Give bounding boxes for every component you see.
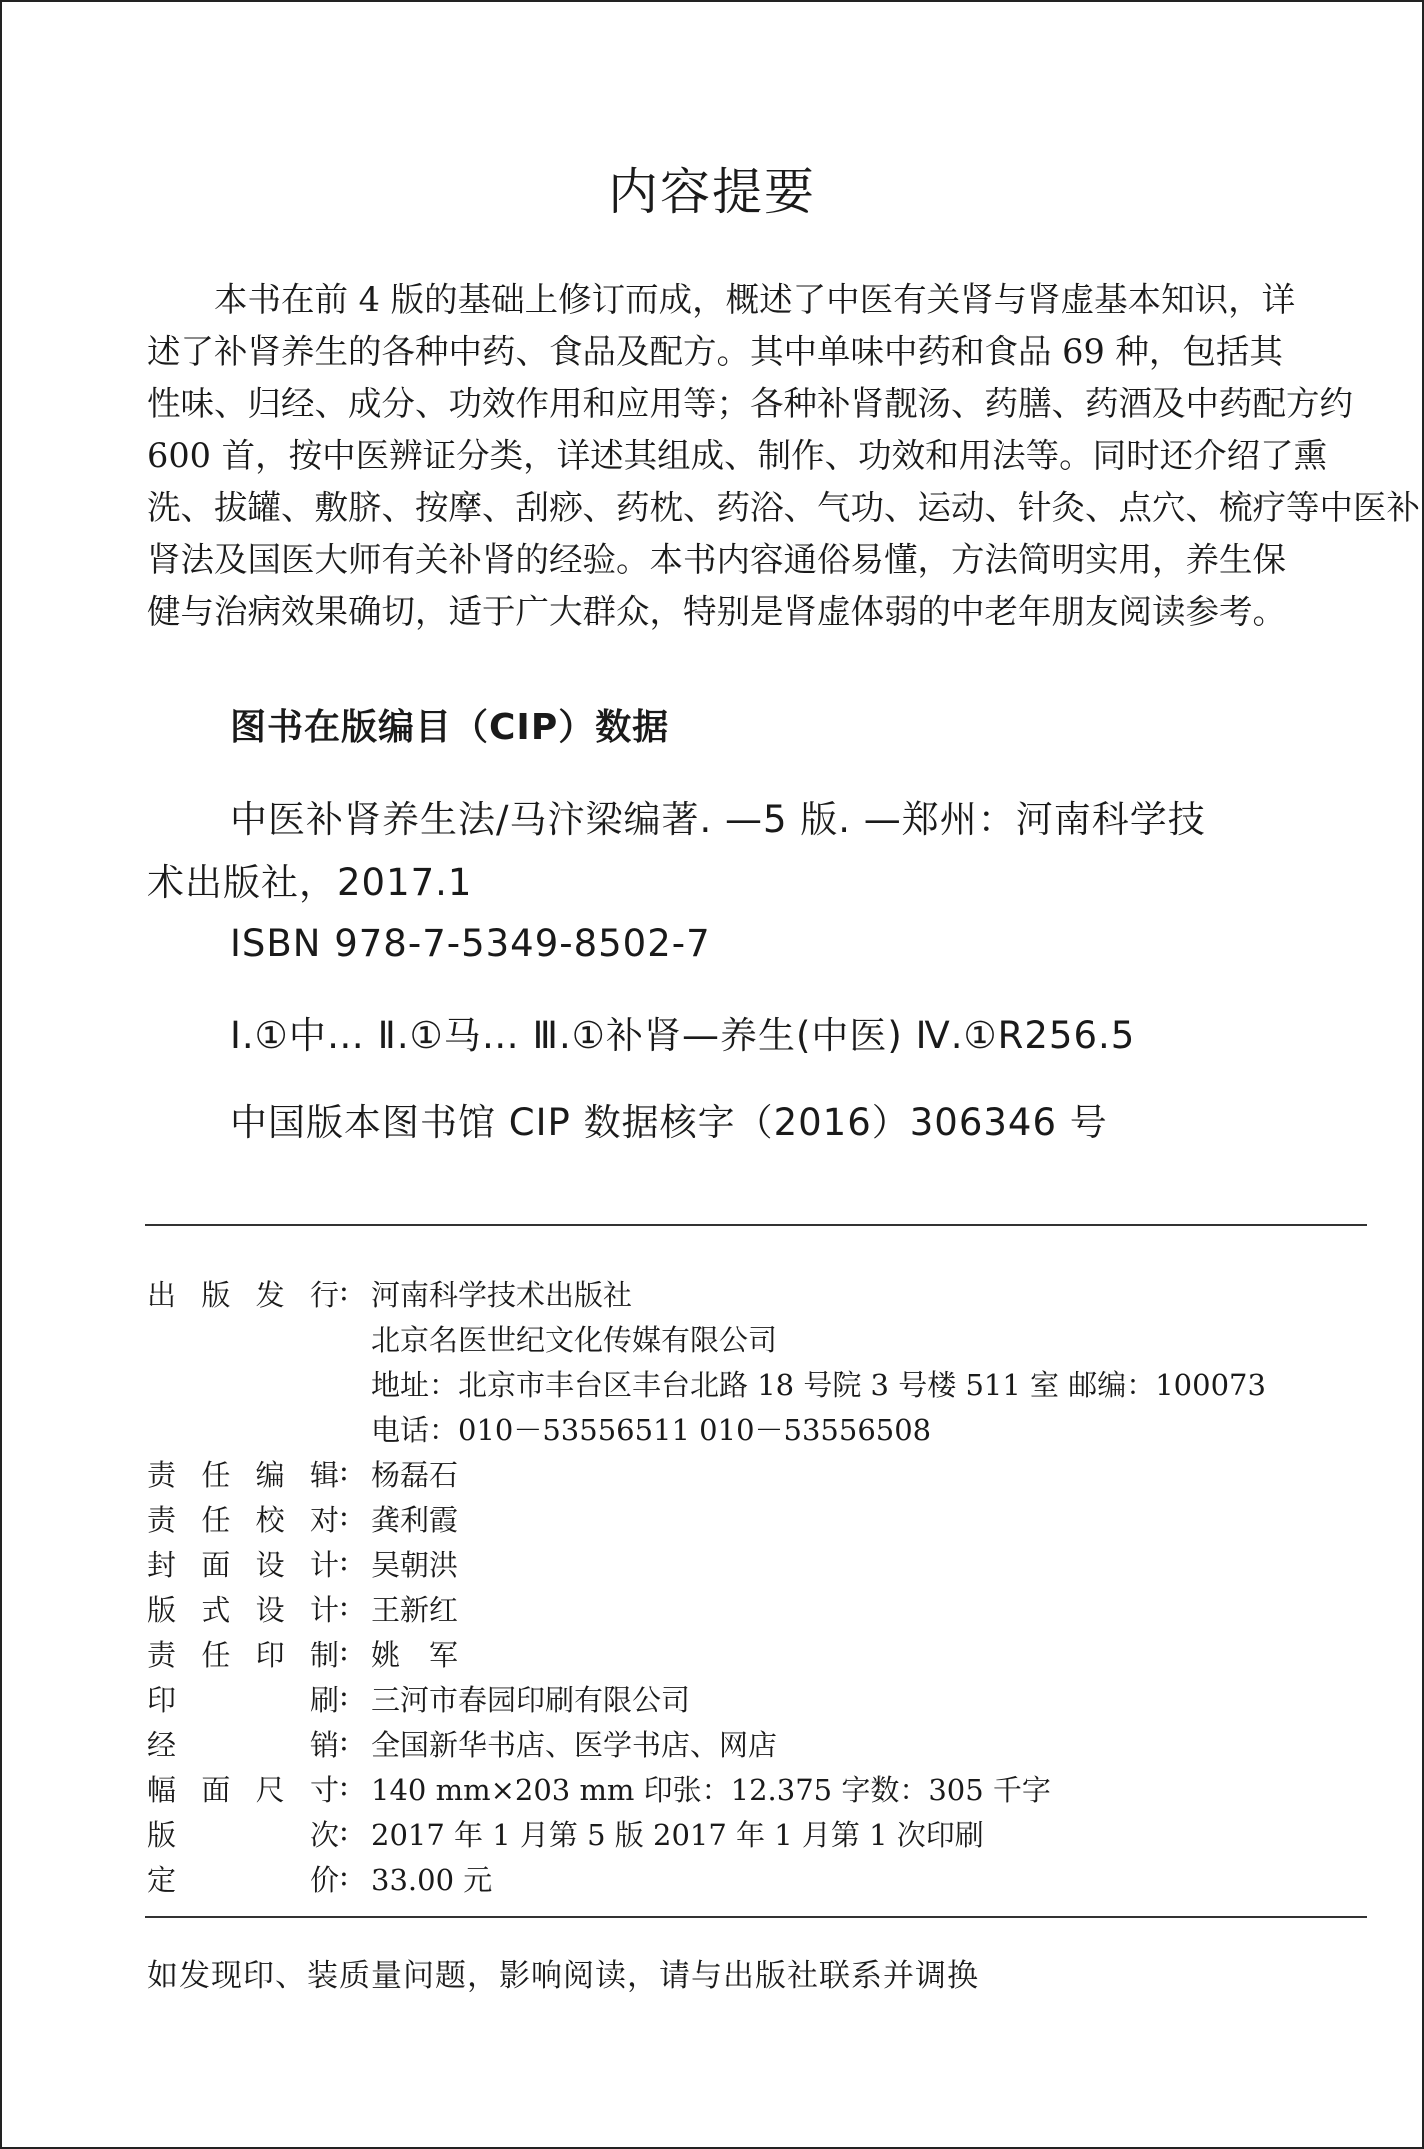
info-row: 经销 : 全国新华书店、医学书店、网店 bbox=[147, 1723, 778, 1762]
info-value: 全国新华书店、医学书店、网店 bbox=[371, 1728, 778, 1762]
info-row-address bbox=[147, 1363, 1266, 1408]
summary-line: 健与治病效果确切，适于广大群众，特别是肾虚体弱的中老年朋友阅读参考。 bbox=[147, 592, 1286, 631]
summary-title: 内容提要 bbox=[608, 163, 816, 221]
info-value: 140 mm×203 mm 印张：12.375 字数：305 千字 bbox=[371, 1773, 1051, 1807]
cip-title-line-continued: 术出版社，2017.1 bbox=[147, 861, 473, 904]
info-row: 封面设计 : 吴朝洪 bbox=[147, 1543, 459, 1582]
info-value: 杨磊石 bbox=[371, 1458, 459, 1492]
cip-isbn: ISBN 978-7-5349-8502-7 bbox=[230, 922, 711, 965]
info-value: 33.00 元 bbox=[371, 1863, 493, 1897]
summary-line: 性味、归经、成分、功效作用和应用等；各种补肾靓汤、药膳、药酒及中药配方约 bbox=[147, 384, 1353, 423]
info-value: 三河市春园印刷有限公司 bbox=[371, 1683, 691, 1717]
info-row-co-publisher bbox=[147, 1318, 1266, 1363]
info-row: 责任编辑 : 杨磊石 bbox=[147, 1453, 459, 1492]
summary-line: 洗、拔罐、敷脐、按摩、刮痧、药枕、药浴、气功、运动、针灸、点穴、梳疗等中医补 bbox=[147, 488, 1420, 527]
info-value: 2017 年 1 月第 5 版 2017 年 1 月第 1 次印刷 bbox=[371, 1818, 984, 1852]
info-value: 地址：北京市丰台区丰台北路 18 号院 3 号楼 511 室 邮编：100073 bbox=[371, 1368, 1266, 1402]
info-label: 出版发行 bbox=[147, 1278, 339, 1312]
info-label: 版式设计 bbox=[147, 1593, 339, 1627]
quality-notice: 如发现印、装质量问题，影响阅读，请与出版社联系并调换 bbox=[147, 1958, 979, 1994]
info-label: 封面设计 bbox=[147, 1548, 339, 1582]
cip-heading: 图书在版编目（CIP）数据 bbox=[230, 707, 670, 748]
info-label: 印刷 bbox=[147, 1683, 339, 1717]
info-value: 姚 军 bbox=[371, 1638, 459, 1672]
divider-top bbox=[145, 1224, 1367, 1226]
info-row: 版次 : 2017 年 1 月第 5 版 2017 年 1 月第 1 次印刷 bbox=[147, 1813, 984, 1852]
summary-line: 肾法及国医大师有关补肾的经验。本书内容通俗易懂，方法简明实用，养生保 bbox=[147, 540, 1286, 579]
cip-title-line: 中医补肾养生法/马汴梁编著. —5 版. —郑州：河南科学技 bbox=[230, 798, 1206, 841]
info-value: 电话：010－53556511 010－53556508 bbox=[371, 1413, 932, 1447]
info-label: 经销 bbox=[147, 1728, 339, 1762]
info-row: 责任校对 : 龚利霞 bbox=[147, 1498, 459, 1537]
publishing-info bbox=[147, 1273, 1266, 1903]
summary-line: 本书在前 4 版的基础上修订而成，概述了中医有关肾与肾虚基本知识，详 bbox=[214, 280, 1296, 319]
info-row-phone bbox=[147, 1408, 1266, 1453]
info-label: 定价 bbox=[147, 1863, 339, 1897]
cip-classification: Ⅰ.①中… Ⅱ.①马… Ⅲ.①补肾—养生(中医) Ⅳ.①R256.5 bbox=[230, 1014, 1136, 1057]
info-label: 幅面尺寸 bbox=[147, 1773, 339, 1807]
summary-text bbox=[147, 274, 1420, 638]
info-label: 责任校对 bbox=[147, 1503, 339, 1537]
info-row-publisher: 出版发行 : 河南科学技术出版社 bbox=[147, 1273, 633, 1312]
info-label: 版次 bbox=[147, 1818, 339, 1852]
divider-bottom bbox=[145, 1916, 1367, 1918]
info-label: 责任编辑 bbox=[147, 1458, 339, 1492]
info-value: 北京名医世纪文化传媒有限公司 bbox=[371, 1323, 778, 1357]
info-value: 吴朝洪 bbox=[371, 1548, 459, 1582]
info-row: 幅面尺寸 : 140 mm×203 mm 印张：12.375 字数：305 千字 bbox=[147, 1768, 1051, 1807]
info-value: 河南科学技术出版社 bbox=[371, 1278, 633, 1312]
info-row: 责任印制 : 姚 军 bbox=[147, 1633, 459, 1672]
info-row: 印刷 : 三河市春园印刷有限公司 bbox=[147, 1678, 691, 1717]
summary-line: 述了补肾养生的各种中药、食品及配方。其中单味中药和食品 69 种，包括其 bbox=[147, 332, 1283, 371]
info-value: 龚利霞 bbox=[371, 1503, 459, 1537]
summary-line: 600 首，按中医辨证分类，详述其组成、制作、功效和用法等。同时还介绍了熏 bbox=[147, 436, 1328, 475]
cip-record-number: 中国版本图书馆 CIP 数据核字（2016）306346 号 bbox=[230, 1101, 1108, 1144]
info-row: 版式设计 : 王新红 bbox=[147, 1588, 459, 1627]
info-label: 责任印制 bbox=[147, 1638, 339, 1672]
info-row: 定价 : 33.00 元 bbox=[147, 1858, 493, 1897]
info-value: 王新红 bbox=[371, 1593, 459, 1627]
